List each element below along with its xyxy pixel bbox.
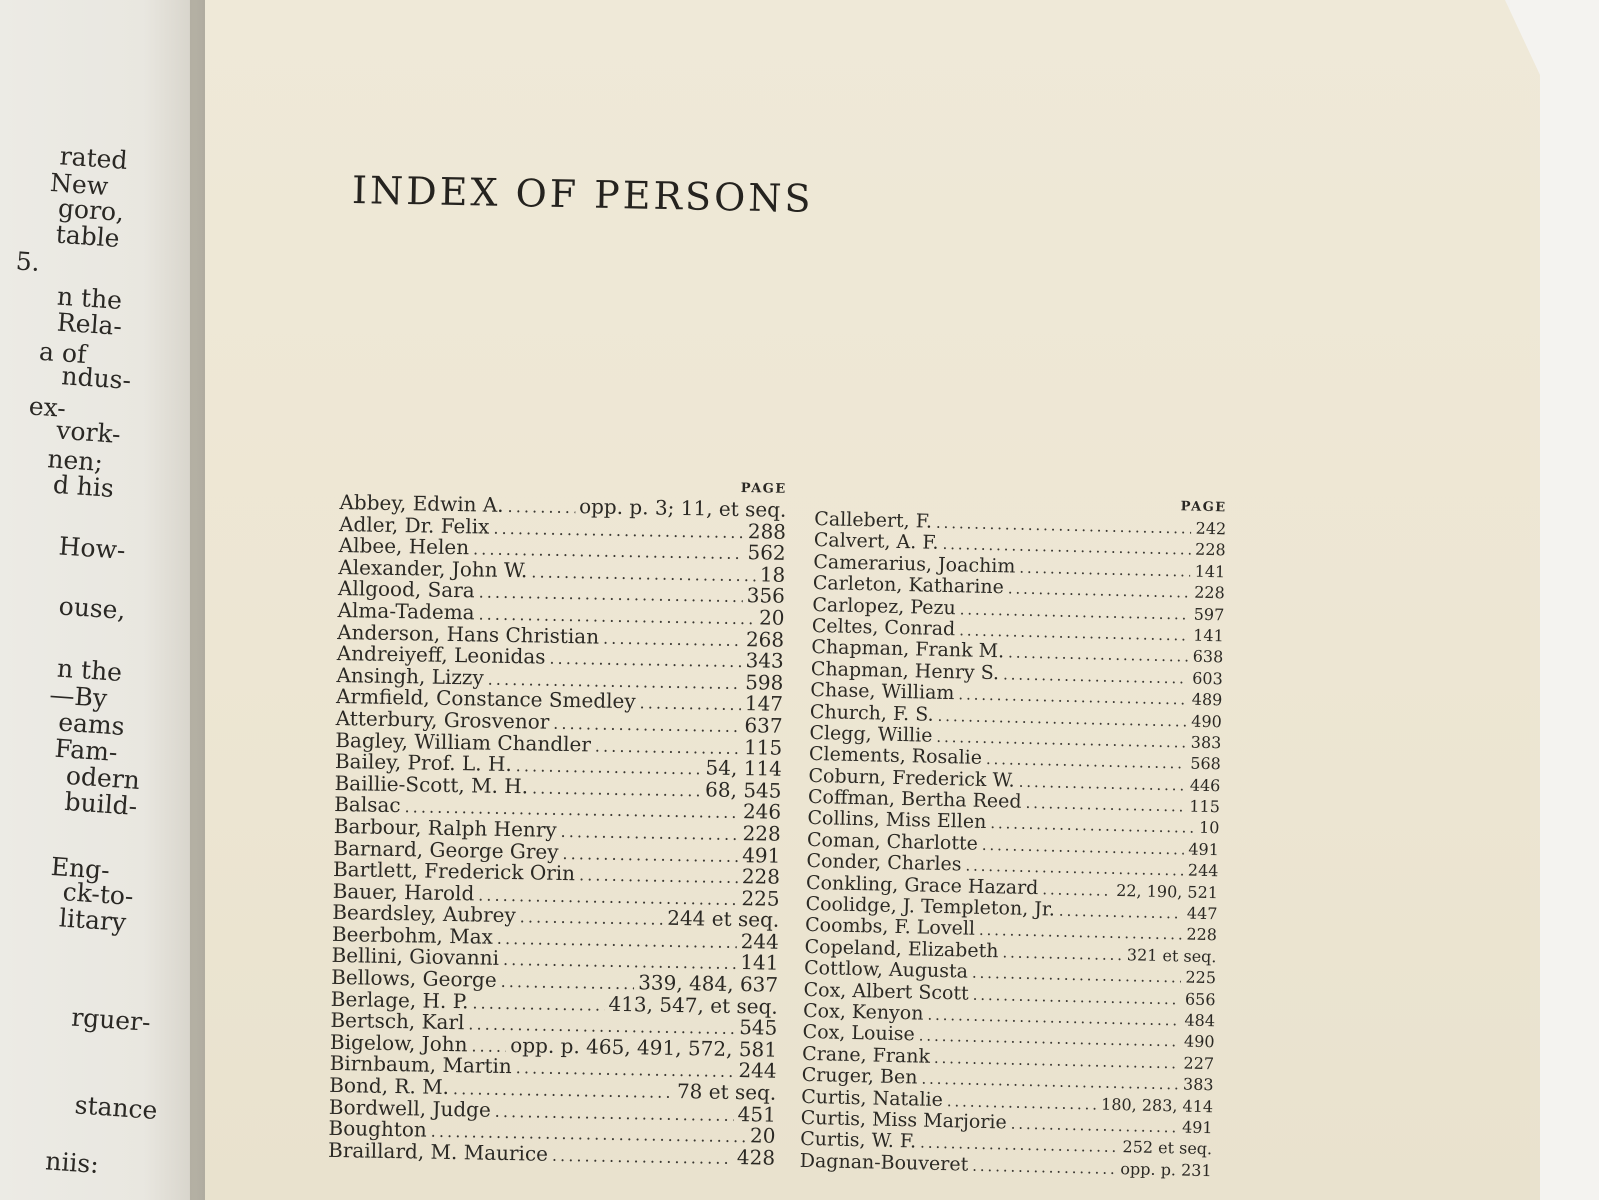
- entry-name: Bauer, Harold: [332, 878, 475, 906]
- entry-page-ref: 638: [1192, 646, 1224, 667]
- entry-name: Church, F. S.: [809, 700, 934, 726]
- entry-page-ref: 225: [741, 885, 780, 911]
- entry-page-ref: 18: [759, 562, 786, 587]
- facing-page-line: litary: [58, 903, 128, 937]
- entry-name: Allgood, Sara: [337, 576, 475, 603]
- entry-name: Carleton, Katharine: [812, 572, 1005, 599]
- entry-name: Clegg, Willie: [809, 721, 933, 747]
- entry-page-ref: 141: [1194, 561, 1226, 582]
- entry-page-ref: 491: [1188, 839, 1220, 860]
- entry-name: Coolidge, J. Templeton, Jr.: [805, 892, 1056, 921]
- entry-name: Cox, Kenyon: [802, 999, 924, 1025]
- entry-page-ref: 637: [744, 713, 783, 738]
- facing-page-line: a of: [38, 336, 88, 369]
- facing-page-line: eams: [57, 707, 126, 741]
- facing-page-line: —By: [48, 680, 109, 713]
- facing-page-line: table: [54, 219, 121, 253]
- entry-page-ref: 413, 547, et seq.: [608, 991, 778, 1019]
- facing-page-line: niis:: [44, 1146, 100, 1179]
- entry-page-ref: 343: [745, 648, 784, 673]
- entry-name: Bigelow, John: [329, 1029, 468, 1057]
- entry-page-ref: 244: [1187, 860, 1219, 881]
- entry-name: Chapman, Frank M.: [811, 636, 1005, 663]
- entry-name: Crane, Frank: [801, 1042, 931, 1068]
- entry-page-ref: 246: [742, 799, 782, 825]
- entry-page-ref: 228: [742, 820, 781, 846]
- entry-page-ref: 268: [745, 626, 785, 652]
- entry-page-ref: 252 et seq.: [1122, 1137, 1213, 1159]
- column-heading: PAGE: [740, 480, 787, 497]
- entry-name: Camerarius, Joachim: [813, 550, 1016, 578]
- entry-page-ref: 598: [745, 669, 784, 695]
- entry-name: Armfield, Constance Smedley: [335, 684, 636, 714]
- facing-page-line: d his: [52, 469, 115, 503]
- entry-page-ref: 447: [1186, 903, 1218, 924]
- entry-page-ref: 68, 545: [704, 777, 782, 803]
- facing-page-line: build-: [63, 786, 139, 821]
- entry-page-ref: 141: [740, 950, 779, 976]
- entry-page-ref: 339, 484, 637: [637, 970, 779, 997]
- entry-name: Beerbohm, Max: [331, 921, 494, 949]
- entry-page-ref: 603: [1192, 668, 1224, 689]
- entry-page-ref: 115: [1189, 796, 1221, 817]
- entry-page-ref: 656: [1184, 989, 1216, 1009]
- entry-page-ref: 141: [1193, 625, 1224, 646]
- entry-name: Atterbury, Grosvenor: [335, 705, 550, 734]
- entry-page-ref: 244: [738, 1058, 777, 1084]
- entry-name: Bordwell, Judge: [328, 1094, 492, 1122]
- entry-name: Curtis, Natalie: [800, 1085, 944, 1111]
- dot-leader: [603, 627, 742, 651]
- entry-name: Bond, R. M.: [329, 1072, 450, 1100]
- facing-page-line: ndus-: [60, 361, 132, 395]
- entry-name: Calvert, A. F.: [813, 529, 939, 555]
- facing-page: [0, 0, 205, 1200]
- entry-page-ref: 597: [1193, 604, 1225, 624]
- entry-page-ref: 228: [1193, 582, 1225, 603]
- entry-page-ref: 545: [738, 1015, 778, 1040]
- entry-page-ref: 115: [743, 734, 783, 760]
- facing-page-line: vork-: [55, 415, 122, 449]
- entry-page-ref: 242: [1195, 518, 1227, 539]
- entry-name: Birnbaum, Martin: [329, 1051, 512, 1079]
- index-entry-list: [800, 509, 1227, 1181]
- entry-name: Abbey, Edwin A.: [339, 489, 504, 517]
- entry-page-ref: 490: [1183, 1031, 1215, 1052]
- entry-page-ref: 562: [747, 540, 786, 565]
- dot-leader: [1002, 942, 1123, 966]
- entry-name: Baillie-Scott, M. H.: [334, 770, 529, 799]
- facing-page-line: 5.: [14, 246, 41, 277]
- facing-page-line: Eng-: [49, 851, 111, 885]
- entry-name: Andreiyeff, Leonidas: [336, 641, 546, 669]
- entry-name: Adler, Dr. Felix: [338, 511, 490, 539]
- entry-page-ref: 446: [1189, 775, 1221, 795]
- facing-page-line: n the: [56, 653, 124, 687]
- entry-page-ref: 225: [1185, 967, 1217, 988]
- index-entry-list: [327, 489, 787, 1170]
- entry-page-ref: opp. p. 465, 491, 572, 581: [510, 1032, 778, 1062]
- dot-leader: [472, 992, 604, 1016]
- entry-name: Celtes, Conrad: [811, 614, 956, 641]
- entry-name: Cox, Louise: [802, 1021, 916, 1046]
- entry-page-ref: 356: [746, 583, 786, 609]
- entry-name: Carlopez, Pezu: [812, 593, 956, 619]
- entry-name: Bellini, Giovanni: [331, 943, 500, 971]
- entry-page-ref: 491: [741, 842, 781, 868]
- entry-name: Cox, Albert Scott: [803, 978, 969, 1005]
- entry-name: Curtis, Miss Marjorie: [800, 1106, 1008, 1134]
- entry-page-ref: 244: [740, 928, 780, 954]
- dot-leader: [972, 1155, 1117, 1180]
- entry-page-ref: 491: [1181, 1117, 1213, 1138]
- entry-page-ref: opp. p. 3; 11, et seq.: [578, 494, 787, 522]
- entry-page-ref: 288: [747, 518, 787, 544]
- entry-name: Bartlett, Frederick Orin: [332, 857, 576, 886]
- dot-leader: [552, 1145, 733, 1170]
- entry-page-ref: 383: [1182, 1074, 1214, 1095]
- dot-leader: [520, 906, 664, 930]
- dot-leader: [562, 842, 738, 867]
- entry-name: Callebert, F.: [814, 507, 933, 533]
- facing-page-line: n the: [56, 281, 124, 315]
- facing-page-line: New: [49, 167, 110, 201]
- entry-page-ref: 180, 283, 414: [1100, 1094, 1214, 1116]
- entry-page-ref: 147: [744, 691, 784, 717]
- facing-page-line: nen;: [46, 444, 104, 477]
- dot-leader: [507, 496, 575, 519]
- facing-page-line: rated: [58, 141, 129, 175]
- dot-leader: [579, 864, 738, 888]
- entry-page-ref: 451: [737, 1101, 777, 1127]
- dot-leader: [1059, 901, 1183, 925]
- entry-name: Coombs, F. Lovell: [804, 914, 976, 941]
- entry-name: Bailey, Prof. L. H.: [334, 749, 513, 777]
- entry-name: Alma-Tadema: [337, 597, 475, 625]
- entry-page-ref: 484: [1184, 1010, 1216, 1031]
- entry-page-ref: 489: [1191, 689, 1223, 710]
- facing-page-line: Rela-: [56, 307, 123, 341]
- facing-page-line: Fam-: [53, 733, 119, 767]
- entry-name: Copeland, Elizabeth: [804, 935, 999, 963]
- facing-page-line: ouse,: [57, 591, 127, 625]
- entry-name: Balsac: [333, 792, 401, 818]
- entry-name: Coffman, Bertha Reed: [807, 786, 1022, 813]
- entry-name: Ansingh, Lizzy: [336, 662, 484, 690]
- entry-name: Conder, Charles: [806, 850, 962, 876]
- facing-page-line: odern: [65, 760, 141, 795]
- entry-page-ref: 54, 114: [705, 755, 783, 781]
- index-column-right: [800, 489, 1227, 1181]
- entry-page-ref: 568: [1190, 753, 1222, 774]
- entry-name: Conkling, Grace Hazard: [805, 871, 1039, 899]
- entry-name: Braillard, M. Maurice: [327, 1137, 549, 1166]
- entry-page-ref: 227: [1183, 1053, 1215, 1073]
- index-column-left: [328, 472, 787, 1169]
- facing-page-line: ck-to-: [61, 877, 135, 911]
- dot-leader: [986, 749, 1187, 775]
- entry-page-ref: 20: [758, 605, 785, 630]
- entry-page-ref: opp. p. 231: [1120, 1158, 1212, 1180]
- entry-name: Barnard, George Grey: [333, 835, 559, 864]
- dot-leader: [560, 821, 738, 846]
- entry-name: Cottlow, Augusta: [803, 957, 969, 983]
- entry-page-ref: 20: [749, 1123, 776, 1148]
- entry-name: Collins, Miss Ellen: [807, 807, 987, 834]
- entry-page-ref: 10: [1198, 818, 1220, 838]
- entry-name: Bagley, William Chandler: [335, 727, 592, 756]
- entry-page-ref: 78 et seq.: [676, 1079, 777, 1105]
- entry-page-ref: 383: [1190, 732, 1222, 753]
- entry-page-ref: 428: [736, 1144, 776, 1170]
- page-title: INDEX OF PERSONS: [351, 168, 814, 221]
- entry-name: Coman, Charlotte: [806, 828, 979, 855]
- entry-name: Chase, William: [810, 679, 955, 705]
- entry-name: Curtis, W. F.: [799, 1128, 917, 1153]
- entry-page-ref: 321 et seq.: [1126, 945, 1217, 967]
- entry-name: Barbour, Ralph Henry: [333, 813, 557, 842]
- entry-page-ref: 490: [1191, 711, 1223, 731]
- entry-page-ref: 228: [1186, 924, 1218, 945]
- entry-name: Bellows, George: [330, 964, 497, 992]
- entry-name: Boughton: [328, 1116, 428, 1142]
- facing-page-line: goro,: [57, 193, 126, 227]
- entry-name: Beardsley, Aubrey: [332, 900, 516, 928]
- entry-name: Alexander, John W.: [338, 554, 528, 583]
- dot-leader: [639, 693, 741, 716]
- entry-name: Albee, Helen: [338, 533, 470, 560]
- facing-page-line: ex-: [27, 391, 67, 423]
- entry-name: Coburn, Frederick W.: [808, 764, 1015, 792]
- column-heading: PAGE: [1180, 499, 1227, 516]
- entry-name: Clements, Rosalie: [808, 743, 983, 770]
- dot-leader: [532, 777, 701, 802]
- entry-page-ref: 228: [1194, 540, 1226, 560]
- entry-name: Dagnan-Bouveret: [799, 1149, 969, 1176]
- entry-page-ref: 228: [741, 864, 781, 889]
- entry-name: Anderson, Hans Christian: [337, 619, 600, 649]
- entry-name: Cruger, Ben: [801, 1064, 918, 1089]
- entry-name: Bertsch, Karl: [330, 1008, 465, 1035]
- facing-page-line: How-: [57, 531, 127, 565]
- entry-name: Chapman, Henry S.: [810, 657, 1000, 684]
- facing-page-line: rguer-: [70, 1002, 152, 1037]
- entry-page-ref: 244 et seq.: [667, 906, 780, 933]
- facing-page-line: stance: [73, 1090, 159, 1125]
- entry-page-ref: 22, 190, 521: [1115, 880, 1219, 902]
- entry-name: Berlage, H. P.: [330, 986, 469, 1013]
